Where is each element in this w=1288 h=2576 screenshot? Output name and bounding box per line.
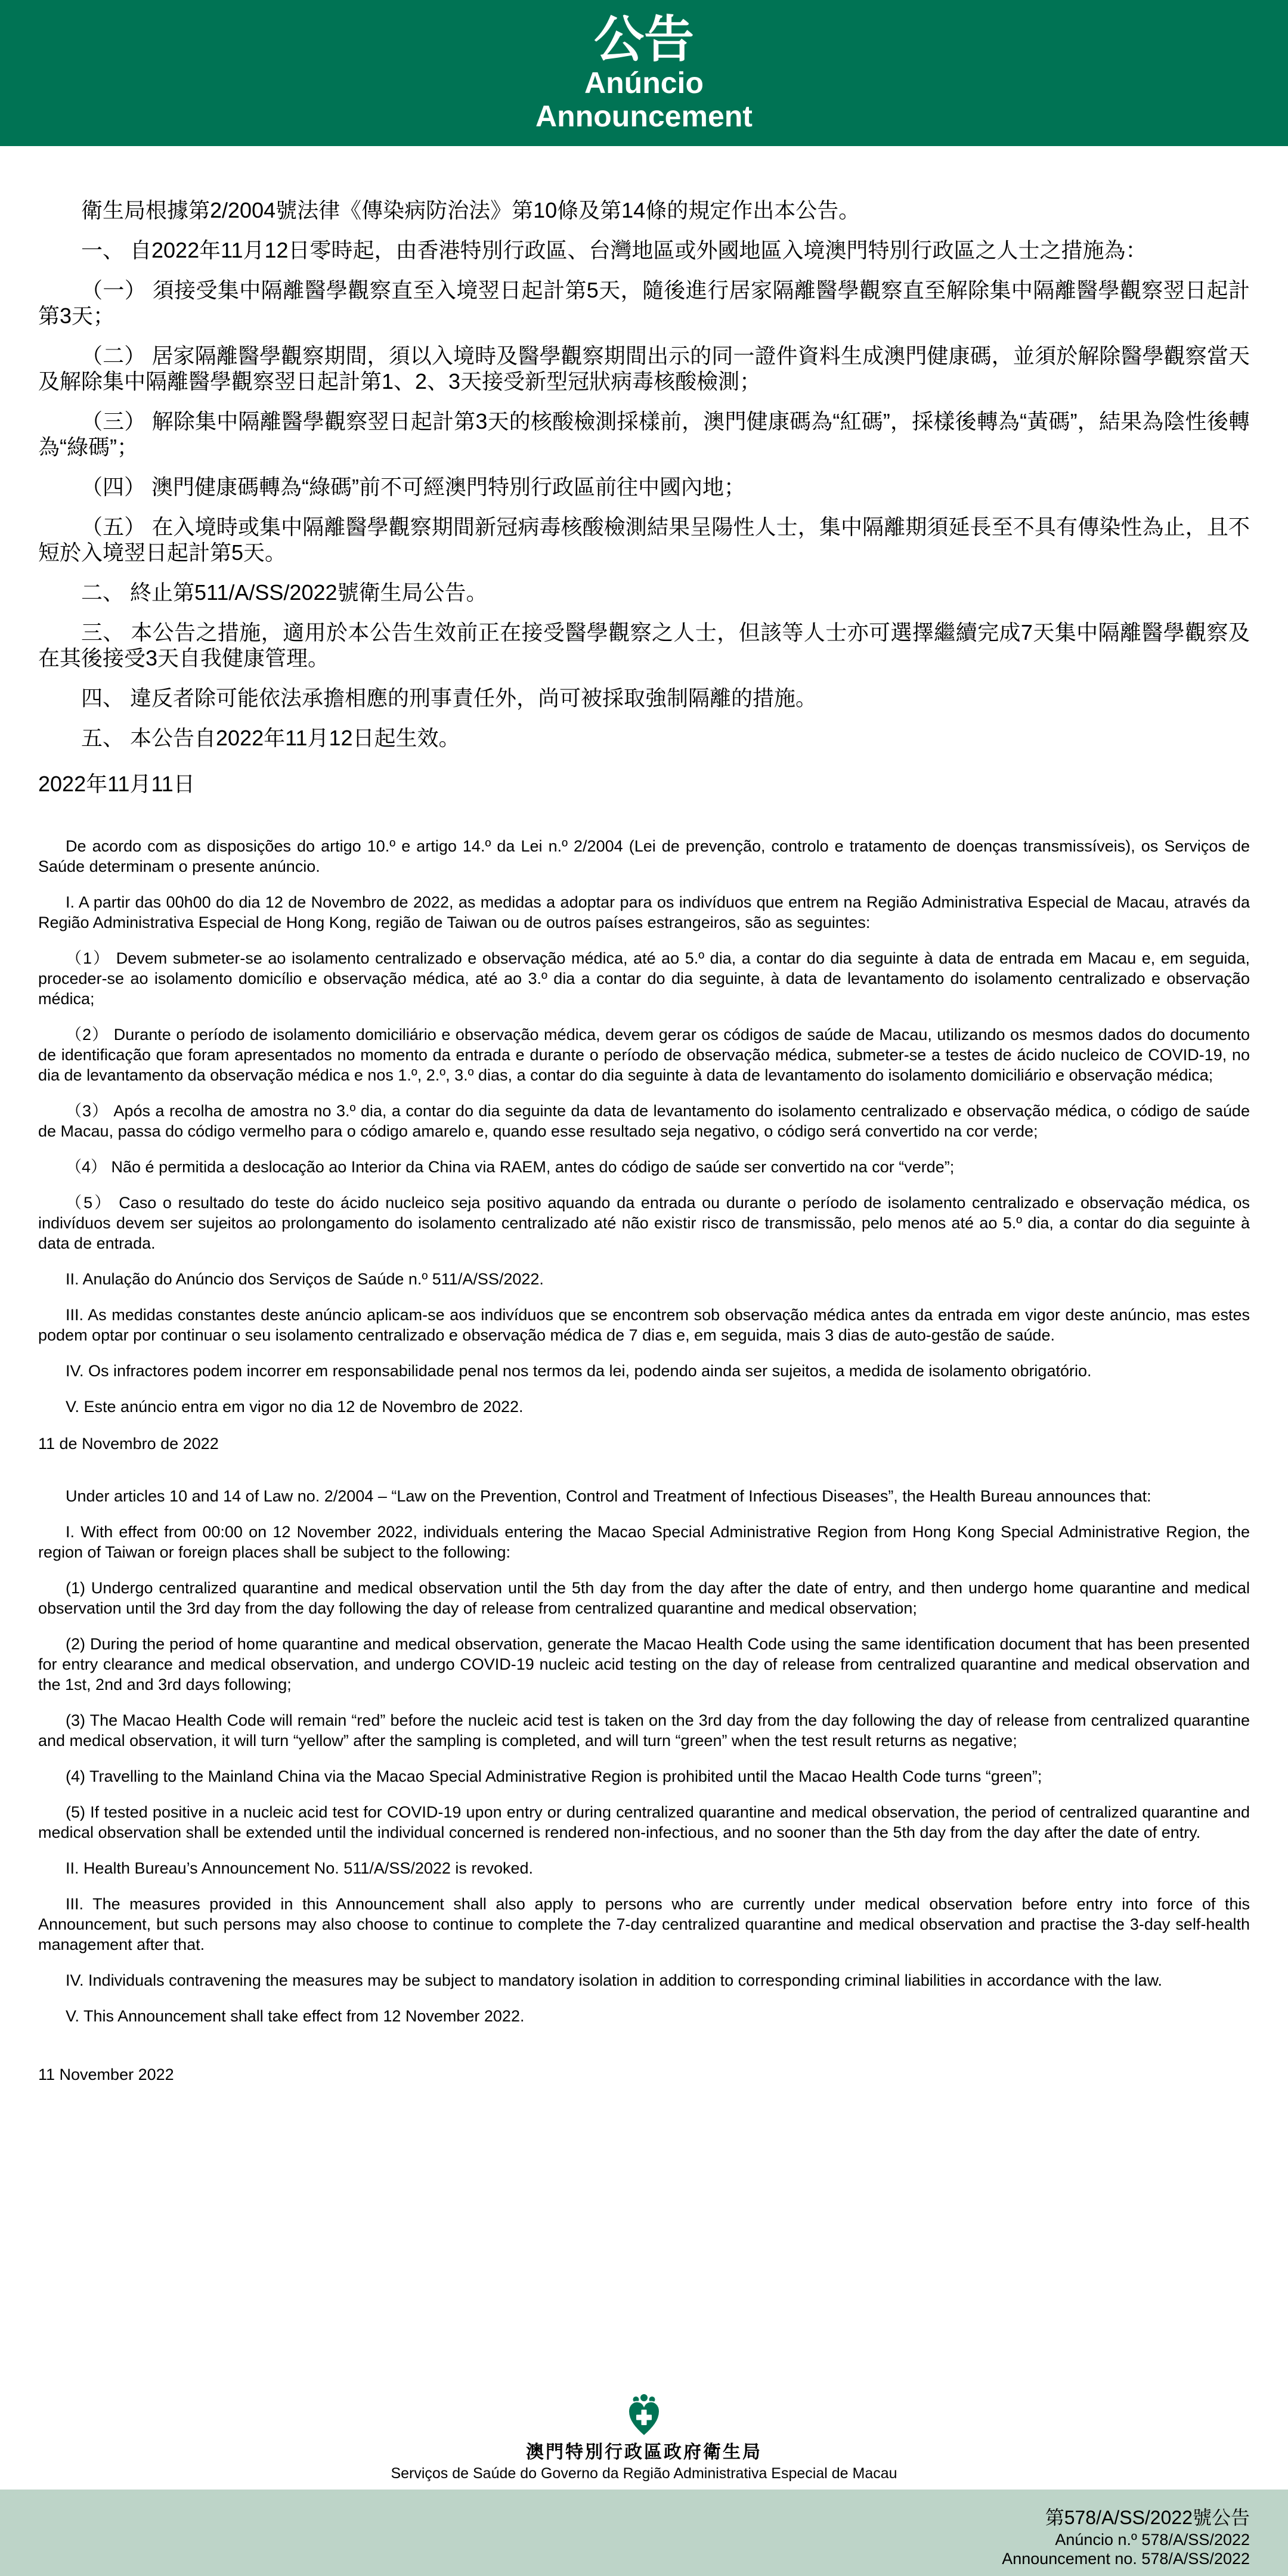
issuing-agency bbox=[0, 2393, 1288, 2490]
zh-paragraph: 三、 本公告之措施，適用於本公告生效前正在接受醫學觀察之人士，但該等人士亦可選擇繼續完成7天集中隔離醫學觀察及在其後接受3天自我健康管理。 bbox=[38, 620, 1250, 670]
zh-paragraph: （四） 澳門健康碼轉為“綠碼”前不可經澳門特別行政區前往中國內地； bbox=[81, 475, 745, 499]
zh-date: 2022年11月11日 bbox=[38, 772, 195, 796]
banner-title-zh: 公告 bbox=[593, 11, 694, 67]
pt-paragraph: II. Anulação do Anúncio dos Serviços de Saúde n.º 511/A/SS/2022. bbox=[66, 1270, 544, 1288]
zh-paragraph: （二） 居家隔離醫學觀察期間，須以入境時及醫學觀察期間出示的同一證件資料生成澳門健康碼，並須於解除醫學觀察當天及解除集中隔離醫學觀察翌日起計第1、2、3天接受新型冠狀病毒核酸檢測； bbox=[38, 343, 1250, 394]
zh-paragraph: 四、 違反者除可能依法承擔相應的刑事責任外，尚可被採取強制隔離的措施。 bbox=[81, 686, 818, 710]
section-english bbox=[38, 1486, 1250, 2085]
en-paragraph: (4) Travelling to the Mainland China via the Macao Special Administrative Region is prohibited until the Macao Health Code turns “green”; bbox=[66, 1767, 1042, 1785]
en-paragraph: (1) Undergo centralized quarantine and medical observation until the 5th day from the day after the date of entry, and then undergo home quarantine and medical observation until the 3rd day from the day following the day of release from centralized quarantine and medical observation; bbox=[38, 1579, 1250, 1617]
pt-paragraph: （3） Após a recolha de amostra no 3.º dia, a contar do dia seguinte da data de levantamento do isolamento centralizado e observação médica, o código de saúde de Macau, passa do código vermelho para o código amarelo e, quando esse resultado seja negativo, o código será convertido na cor verde; bbox=[38, 1102, 1250, 1140]
en-paragraph: Under articles 10 and 14 of Law no. 2/2004 – “Law on the Prevention, Control and Treatment of Infectious Diseases”, the Health Bureau announces that: bbox=[66, 1487, 1151, 1505]
en-paragraph: II. Health Bureau’s Announcement No. 511/A/SS/2022 is revoked. bbox=[66, 1859, 533, 1877]
agency-name-pt: Serviços de Saúde do Governo da Região Administrativa Especial de Macau bbox=[391, 2465, 897, 2482]
reference-number-band bbox=[0, 2490, 1288, 2576]
agency-name-zh: 澳門特別行政區政府衛生局 bbox=[526, 2442, 762, 2462]
en-paragraph: (2) During the period of home quarantine and medical observation, generate the Macao Health Code using the same identification document that has been presented for entry clearance and medical observation, and undergo COVID-19 nucleic acid testing on the day of release from centralized quarantine and medical observation and the 1st, 2nd and 3rd days following; bbox=[38, 1635, 1250, 1693]
pt-paragraph: （4） Não é permitida a deslocação ao Interior da China via RAEM, antes do código de saúde ser convertido na cor “verde”; bbox=[66, 1158, 955, 1176]
pt-paragraph: V. Este anúncio entra em vigor no dia 12 de Novembro de 2022. bbox=[66, 1398, 524, 1416]
announcement-ref-zh: 第578/A/SS/2022號公告 bbox=[1045, 2507, 1250, 2528]
en-paragraph: (3) The Macao Health Code will remain “red” before the nucleic acid test is taken on the 3rd day from the day following the day of release from centralized quarantine and medical observation, it will turn “yellow” after the sampling is completed, and will turn “green” when the test result returns as negative; bbox=[38, 1711, 1250, 1750]
announcement-ref-en: Announcement no. 578/A/SS/2022 bbox=[1002, 2550, 1250, 2568]
banner-title-pt: Anúncio bbox=[584, 66, 704, 100]
section-chinese bbox=[38, 197, 1250, 797]
en-paragraph: V. This Announcement shall take effect from 12 November 2022. bbox=[66, 2007, 525, 2025]
zh-paragraph: 一、 自2022年11月12日零時起，由香港特別行政區、台灣地區或外國地區入境澳門特別行政區之人士之措施為： bbox=[81, 238, 1147, 262]
zh-paragraph: （三） 解除集中隔離醫學觀察翌日起計第3天的核酸檢測採樣前，澳門健康碼為“紅碼”，採樣後轉為“黃碼”，結果為陰性後轉為“綠碼”； bbox=[38, 409, 1250, 459]
pt-paragraph: （1） Devem submeter-se ao isolamento centralizado e observação médica, até ao 5.º dia, a contar do dia seguinte à data de entrada em Macau e, em seguida, proceder-se ao isolamento domicílio e observação médica, até ao 3.º dia a contar do dia seguinte, à data de levantamento do isolamento centralizado e observação médica; bbox=[38, 949, 1250, 1008]
en-paragraph: I. With effect from 00:00 on 12 November 2022, individuals entering the Macao Special Administrative Region from Hong Kong Special Administrative Region, the region of Taiwan or foreign places shall be subject to the following: bbox=[38, 1523, 1250, 1561]
pt-paragraph: IV. Os infractores podem incorrer em responsabilidade penal nos termos da lei, podendo ainda ser sujeitos, a medida de isolamento obrigatório. bbox=[66, 1362, 1092, 1380]
zh-paragraph: （一） 須接受集中隔離醫學觀察直至入境翌日起計第5天，隨後進行居家隔離醫學觀察直至解除集中隔離醫學觀察翌日起計第3天； bbox=[38, 278, 1250, 328]
announcement-ref-pt: Anúncio n.º 578/A/SS/2022 bbox=[1055, 2531, 1250, 2549]
pt-paragraph: III. As medidas constantes deste anúncio aplicam-se aos indivíduos que se encontrem sob observação médica antes da entrada em vigor deste anúncio, mas estes podem optar por continuar o seu isolamento centralizado e observação médica de 7 dias e, em seguida, mais 3 dias de auto-gestão de saúde. bbox=[38, 1306, 1250, 1344]
zh-paragraph: 五、 本公告自2022年11月12日起生效。 bbox=[81, 726, 460, 750]
zh-paragraph: 二、 終止第511/A/SS/2022號衛生局公告。 bbox=[81, 580, 488, 605]
en-paragraph: (5) If tested positive in a nucleic acid test for COVID-19 upon entry or during centralized quarantine and medical observation, the period of centralized quarantine and medical observation shall be extended until the individual concerned is rendered non-infectious, and no sooner than the 5th day from the day after the date of entry. bbox=[38, 1803, 1250, 1841]
pt-paragraph: （2） Durante o período de isolamento domiciliário e observação médica, devem gerar os códigos de saúde de Macau, utilizando os mesmos dados do documento de identificação que foram apresentados no momento da entrada e durante o período de observação médica, submeter-se a testes de ácido nucleico de COVID-19, no dia de levantamento da observação médica e nos 1.º, 2.º, 3.º dias, a contar do dia seguinte à data de levantamento do isolamento domiciliário e observação médica; bbox=[38, 1026, 1250, 1084]
pt-paragraph: （5） Caso o resultado do teste do ácido nucleico seja positivo aquando da entrada ou durante o período de isolamento centralizado e observação médica, os indivíduos devem ser sujeitos ao prolongamento do isolamento centralizado até não existir risco de transmissão, pelo menos até ao 5.º dia, a contar do dia seguinte à data de entrada. bbox=[38, 1194, 1250, 1252]
section-portuguese bbox=[38, 836, 1250, 1454]
pt-date: 11 de Novembro de 2022 bbox=[38, 1435, 219, 1453]
footer bbox=[0, 2393, 1288, 2576]
en-paragraph: IV. Individuals contravening the measures may be subject to mandatory isolation in addition to corresponding criminal liabilities in accordance with the law. bbox=[66, 1971, 1163, 1989]
heart-cross-health-bureau-logo-icon bbox=[626, 2393, 662, 2437]
banner bbox=[0, 0, 1288, 146]
en-date: 11 November 2022 bbox=[38, 2066, 174, 2083]
zh-paragraph: （五） 在入境時或集中隔離醫學觀察期間新冠病毒核酸檢測結果呈陽性人士，集中隔離期須延長至不具有傳染性為止，且不短於入境翌日起計第5天。 bbox=[38, 515, 1250, 565]
en-paragraph: III. The measures provided in this Announcement shall also apply to persons who are currently under medical observation before entry into force of this Announcement, but such persons may also choose to continue to complete the 7-day centralized quarantine and medical observation and practise the 3-day self-health management after that. bbox=[38, 1895, 1250, 1953]
zh-paragraph: 衛生局根據第2/2004號法律《傳染病防治法》第10條及第14條的規定作出本公告。 bbox=[81, 198, 860, 222]
pt-paragraph: I. A partir das 00h00 do dia 12 de Novembro de 2022, as medidas a adoptar para os indivíduos que entrem na Região Administrativa Especial de Macau, através da Região Administrativa Especial de Hong Kong, região de Taiwan ou de outros países estrangeiros, são as seguintes: bbox=[38, 893, 1250, 931]
banner-title-en: Announcement bbox=[535, 100, 753, 134]
pt-paragraph: De acordo com as disposições do artigo 10.º e artigo 14.º da Lei n.º 2/2004 (Lei de prevenção, controlo e tratamento de doenças transmissíveis), os Serviços de Saúde determinam o presente anúncio. bbox=[38, 837, 1250, 875]
document-body bbox=[0, 146, 1288, 2085]
